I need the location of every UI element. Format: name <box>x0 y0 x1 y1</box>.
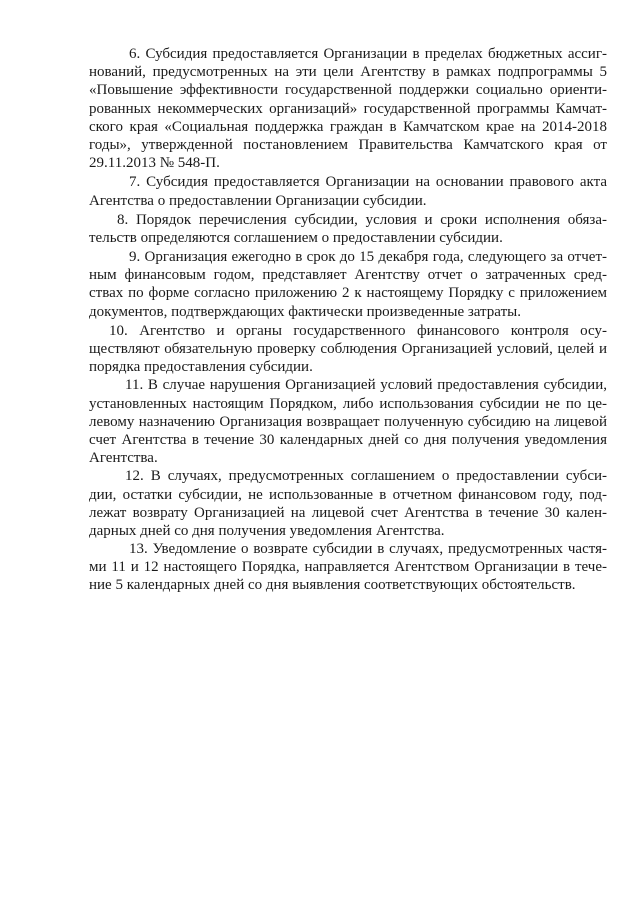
text-line: ществляют обязательную проверку соблюдения Организацией условий, целей и <box>89 341 607 357</box>
text-line: дарных дней со дня получения уведомления Агентства. <box>89 522 445 539</box>
text-line: 13. Уведомление о возврате субсидии в случаях, предусмотренных частя- <box>129 541 607 558</box>
text-line: ным финансовым годом, представляет Агентству отчет о затраченных сред- <box>89 267 607 284</box>
text-line: ние 5 календарных дней со дня выявления соответствующих обстоятельств. <box>89 577 576 594</box>
document-body <box>89 45 607 595</box>
text-line: Агентства о предоставлении Организации субсидии. <box>89 192 427 209</box>
text-line: годы», утвержденной постановлением Правительства Камчатского края от <box>89 136 607 153</box>
text-line: левому назначению Организация возвращает полученную субсидию на лицевой <box>89 413 607 430</box>
text-line: 29.11.2013 № 548-П. <box>89 155 220 172</box>
paragraph-9 <box>89 248 607 321</box>
text-line: установленных настоящим Порядком, либо использования субсидии не по це- <box>89 395 607 412</box>
text-line: Агентства. <box>89 450 158 467</box>
text-line: рованных некоммерческих организаций» государственной программы Камчат- <box>89 100 607 117</box>
text-line: «Повышение эффективности государственной поддержки социально ориенти- <box>89 82 607 99</box>
text-line: нований, предусмотренных на эти цели Агентству в рамках подпрограммы 5 <box>89 64 607 81</box>
text-line: порядка предоставления субсидии. <box>89 359 313 376</box>
text-line: 10. Агентство и органы государственного финансового контроля осу- <box>109 322 607 339</box>
text-line: ми 11 и 12 настоящего Порядка, направляется Агентством Организации в тече- <box>89 559 607 576</box>
text-line: 11. В случае нарушения Организацией условий предоставления субсидии, <box>125 377 607 394</box>
text-line: 6. Субсидия предоставляется Организации в пределах бюджетных ассиг- <box>129 46 607 62</box>
text-line: 7. Субсидия предоставляется Организации на основании правового акта <box>129 174 607 191</box>
text-line: документов, подтверждающих фактически произведенные затраты. <box>89 303 521 320</box>
text-line: 8. Порядок перечисления субсидии, условия и сроки исполнения обяза- <box>117 211 607 228</box>
paragraph-6 <box>89 45 607 172</box>
paragraph-11 <box>89 376 607 467</box>
paragraph-7 <box>89 173 607 209</box>
text-line: тельств определяются соглашением о предоставлении субсидии. <box>89 229 503 246</box>
paragraph-10 <box>89 322 607 377</box>
text-line: счет Агентства в течение 30 календарных дней со дня получения уведомления <box>89 431 607 448</box>
paragraph-12 <box>89 467 607 540</box>
text-line: дии, остатки субсидии, не использованные в отчетном финансовом году, под- <box>89 486 607 503</box>
paragraph-13 <box>89 540 607 595</box>
text-line: лежат возврату Организацией на лицевой счет Агентства в течение 30 кален- <box>89 504 607 521</box>
text-line: 12. В случаях, предусмотренных соглашением о предоставлении субси- <box>125 468 607 485</box>
text-line: 9. Организация ежегодно в срок до 15 декабря года, следующего за отчет- <box>129 249 607 266</box>
paragraph-8 <box>89 211 607 247</box>
text-line: ского края «Социальная поддержка граждан в Камчатском крае на 2014-2018 <box>89 118 607 135</box>
text-line: ствах по форме согласно приложению 2 к настоящему Порядку с приложением <box>89 285 607 302</box>
